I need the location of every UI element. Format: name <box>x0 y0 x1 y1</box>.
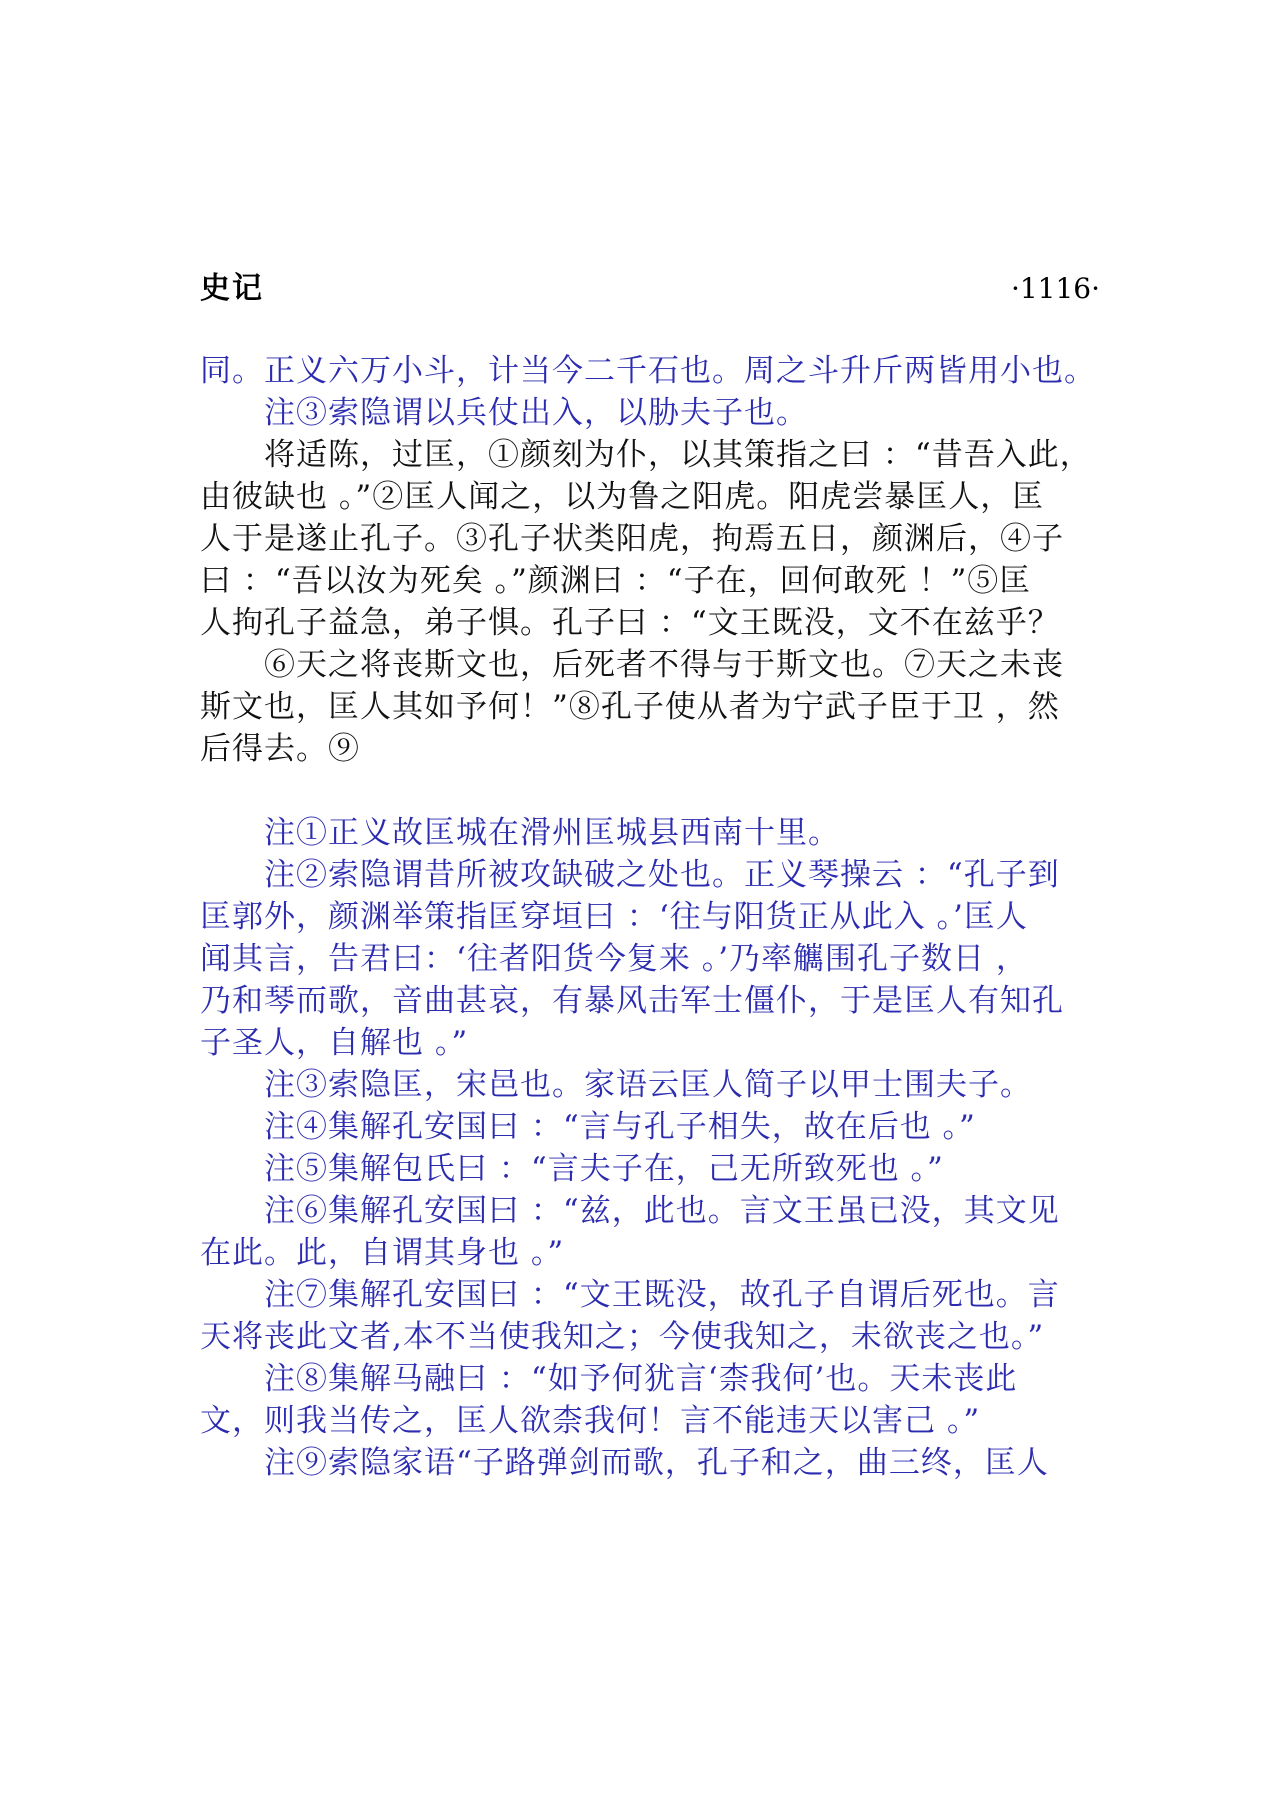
annotation-line: 注⑧集解马融曰 ：“如予何犹言‘柰我何’也。天未丧此 <box>264 1361 1018 1397</box>
annotation-line: 同。正义六万小斗，计当今二千石也。周之斗升斤两皆用小也。 <box>200 353 1096 389</box>
annotation-line: 注③索隐谓以兵仗出入，以胁夫子也。 <box>264 395 808 431</box>
annotation-line: 注⑦集解孔安国曰 ：“文王既没，故孔子自谓后死也。言 <box>264 1277 1060 1313</box>
page-body <box>200 350 1100 1484</box>
annotation-line: 注⑥集解孔安国曰 ：“兹，此也。言文王虽已没，其文见 <box>264 1193 1060 1229</box>
text-line: 人拘孔子益急，弟子惧。孔子曰 ：“文王既没，文不在兹乎？ <box>200 605 1060 641</box>
annotation-line: 天将丧此文者,本不当使我知之；今使我知之，未欲丧之也。” <box>200 1319 1045 1355</box>
text-line: 斯文也，匡人其如予何！”⑧孔子使从者为宁武子臣于卫 ，然 <box>200 689 1060 725</box>
annotation-line: 乃和琴而歌，音曲甚哀，有暴风击军士僵仆，于是匡人有知孔 <box>200 983 1064 1019</box>
text-line: 由彼缺也 。”②匡人闻之，以为鲁之阳虎。阳虎尝暴匡人，匡 <box>200 479 1045 515</box>
book-title: 史记 <box>200 271 264 306</box>
text-line: 将适陈，过匡，①颜刻为仆，以其策指之曰 ：“昔吾入此， <box>264 437 1092 473</box>
page-header <box>200 264 1100 314</box>
text-line: 后得去。⑨ <box>200 731 360 767</box>
text-line: 人于是遂止孔子。③孔子状类阳虎，拘焉五日，颜渊后，④子 <box>200 521 1064 557</box>
text-line: ⑥天之将丧斯文也，后死者不得与于斯文也。⑦天之未丧 <box>264 647 1064 683</box>
annotation-line: 子圣人，自解也 。” <box>200 1025 469 1061</box>
annotation-line: 在此。此，自谓其身也 。” <box>200 1235 565 1271</box>
paragraph-gap <box>200 770 1100 812</box>
annotation-line: 注⑤集解包氏曰 ：“言夫子在，己无所致死也 。” <box>264 1151 944 1187</box>
annotation-line: 注⑨索隐家语“子路弹剑而歌，孔子和之，曲三终，匡人 <box>264 1445 1049 1481</box>
page-number: ·1116· <box>1010 272 1100 305</box>
text-line: 曰 ：“吾以汝为死矣 。”颜渊曰 ：“子在，回何敢死 ！”⑤匡 <box>200 563 1032 599</box>
annotation-line: 注③索隐匡，宋邑也。家语云匡人简子以甲士围夫子。 <box>264 1067 1032 1103</box>
annotation-line: 文，则我当传之，匡人欲柰我何！言不能违天以害己 。” <box>200 1403 981 1439</box>
annotation-line: 闻其言，告君曰：‘往者阳货今复来 。’乃率觽围孔子数日 ， <box>200 941 1028 977</box>
annotation-line: 注①正义故匡城在滑州匡城县西南十里。 <box>264 815 840 851</box>
annotation-line: 注④集解孔安国曰 ：“言与孔子相失，故在后也 。” <box>264 1109 976 1145</box>
annotation-line: 匡郭外，颜渊举策指匡穿垣曰 ：‘往与阳货正从此入 。’匡人 <box>200 899 1028 935</box>
annotation-line: 注②索隐谓昔所被攻缺破之处也。正义琴操云 ：“孔子到 <box>264 857 1060 893</box>
